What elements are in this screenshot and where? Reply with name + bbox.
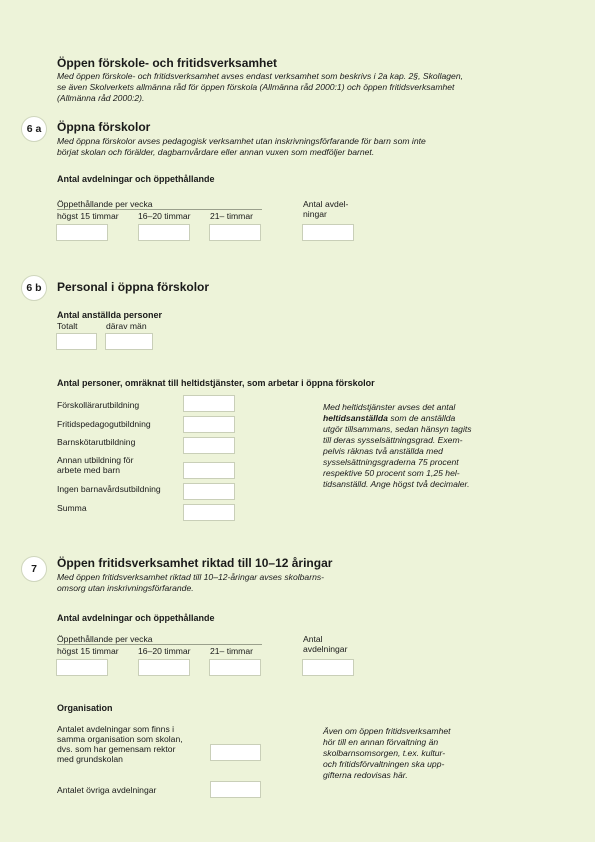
input-fte-none[interactable] [183, 483, 235, 500]
org-q1-line: dvs. som har gemensam rektor [57, 744, 176, 754]
row-label [57, 455, 133, 475]
count-label-line: Antal [303, 634, 323, 644]
input-7-16-20[interactable] [138, 659, 190, 676]
org-note-line: och fritidsförvaltningen ska upp- [323, 759, 445, 769]
fte-note-bold: heltidsanställda [323, 413, 388, 423]
org-note-line: skolbarnsomsorgen, t.ex. kultur- [323, 748, 446, 758]
input-org-other[interactable] [210, 781, 261, 798]
input-6a-21plus[interactable] [209, 224, 261, 241]
input-fte-preschool-teacher[interactable] [183, 395, 235, 412]
row-label: Förskollärarutbildning [57, 400, 140, 410]
row-label: Ingen barnavårdsutbildning [57, 484, 161, 494]
count-label-line: avdelningar [303, 644, 348, 654]
section-6a-badge: 6 a [21, 116, 47, 142]
fte-note-line: respektive 50 procent som 1,25 hel- [323, 468, 460, 478]
fte-note-line: till deras sysselsättningsgrad. Exem- [323, 435, 463, 445]
org-q1-label [57, 724, 183, 764]
intro-line: se även Skolverkets allmänna råd för öppen förskola (Allmänna råd 2000:1) och öppen fritidsverksamhet [57, 82, 455, 92]
input-org-same[interactable] [210, 744, 261, 761]
input-fte-leisure-pedagogue[interactable] [183, 416, 235, 433]
fte-head: Antal personer, omräknat till heltidstjänster, som arbetar i öppna förskolor [57, 378, 375, 388]
total-label: Totalt [57, 321, 78, 331]
row-label-line: Annan utbildning för [57, 455, 134, 465]
fte-note-line: pelvis räknas två anställda med [323, 446, 443, 456]
input-7-21plus[interactable] [209, 659, 261, 676]
row-label-line: arbete med barn [57, 465, 121, 475]
count-label-line: Antal avdel- [303, 199, 349, 209]
row-label: Summa [57, 503, 87, 513]
intro-text [57, 71, 577, 104]
fte-note-line: sysselsättningsgraderna 75 procent [323, 457, 459, 467]
org-q2-label: Antalet övriga avdelningar [57, 785, 157, 795]
input-fte-other[interactable] [183, 462, 235, 479]
fte-note-line [323, 402, 472, 413]
count-label-line: ningar [303, 209, 327, 219]
section-6b-badge: 6 b [21, 275, 47, 301]
section-6a-title: Öppna förskolor [57, 120, 151, 134]
count-label [303, 199, 348, 219]
section-7-badge: 7 [21, 556, 47, 582]
section-7-line: Med öppen fritidsverksamhet riktad till 10–12-åringar avses skolbarns- [57, 572, 325, 582]
row-label: Barnskötarutbildning [57, 437, 136, 447]
section-7-title: Öppen fritidsverksamhet riktad till 10–12 åringar [57, 556, 333, 570]
intro-line: Med öppen förskole- och fritidsverksamhet avses endast verksamhet som beskrivs i 2a kap. 2§, Skollagen, [57, 71, 464, 81]
intro-line: (Allmänna råd 2000:2). [57, 93, 145, 103]
col-16-20: 16–20 timmar [138, 646, 191, 656]
count-label [303, 634, 347, 654]
fte-note-line: tidsanställd. Ange högst två decimaler. [323, 479, 470, 489]
org-q1-line: samma organisation som skolan, [57, 734, 183, 744]
staff-head: Antal anställda personer [57, 310, 163, 320]
section-6a-text [57, 136, 426, 158]
opening-hours-label: Öppethållande per vecka [57, 634, 153, 644]
input-men-staff[interactable] [105, 333, 153, 350]
fte-note-text: Med heltidstjänster avses det antal [323, 402, 456, 412]
section-7-line: omsorg utan inskrivningsförfarande. [57, 583, 194, 593]
section-6a-line: Med öppna förskolor avses pedagogisk verksamhet utan inskrivningsförfarande för barn som inte [57, 136, 426, 146]
input-6a-count[interactable] [302, 224, 354, 241]
section-6b-title: Personal i öppna förskolor [57, 280, 210, 294]
section-7-text [57, 572, 324, 594]
opening-hours-label: Öppethållande per vecka [57, 199, 153, 209]
col-21plus: 21– timmar [210, 211, 253, 221]
fte-note [323, 402, 472, 490]
intro-title: Öppen förskole- och fritidsverksamhet [57, 56, 278, 70]
org-note-line: hör till en annan förvaltning än [323, 737, 439, 747]
org-q1-line: Antalet avdelningar som finns i [57, 724, 175, 734]
fte-note-line: utgör tillsammans, sedan hänsyn tagits [323, 424, 472, 434]
section-6a-subhead: Antal avdelningar och öppethållande [57, 174, 215, 184]
fte-note-line [323, 413, 472, 424]
input-6a-16-20[interactable] [138, 224, 190, 241]
section-7-subhead: Antal avdelningar och öppethållande [57, 613, 215, 623]
opening-hours-rule [57, 644, 262, 645]
men-label: därav män [106, 321, 147, 331]
input-fte-childminder[interactable] [183, 437, 235, 454]
section-6a-line: börjat skolan och förälder, dagbarnvårdare eller annan vuxen som medföljer barnet. [57, 147, 375, 157]
opening-hours-rule [57, 209, 262, 210]
col-max15: högst 15 timmar [57, 646, 119, 656]
col-21plus: 21– timmar [210, 646, 253, 656]
org-note-line: Även om öppen fritidsverksamhet [323, 726, 451, 736]
row-label: Fritidspedagogutbildning [57, 419, 151, 429]
input-fte-sum[interactable] [183, 504, 235, 521]
col-max15: högst 15 timmar [57, 211, 119, 221]
fte-note-text: som de anställda [387, 413, 456, 423]
input-7-max15[interactable] [56, 659, 108, 676]
org-note [323, 726, 451, 781]
col-16-20: 16–20 timmar [138, 211, 191, 221]
org-note-line: gifterna redovisas här. [323, 770, 408, 780]
input-6a-max15[interactable] [56, 224, 108, 241]
org-q1-line: med grundskolan [57, 754, 123, 764]
org-head: Organisation [57, 703, 113, 713]
input-total-staff[interactable] [56, 333, 97, 350]
input-7-count[interactable] [302, 659, 354, 676]
